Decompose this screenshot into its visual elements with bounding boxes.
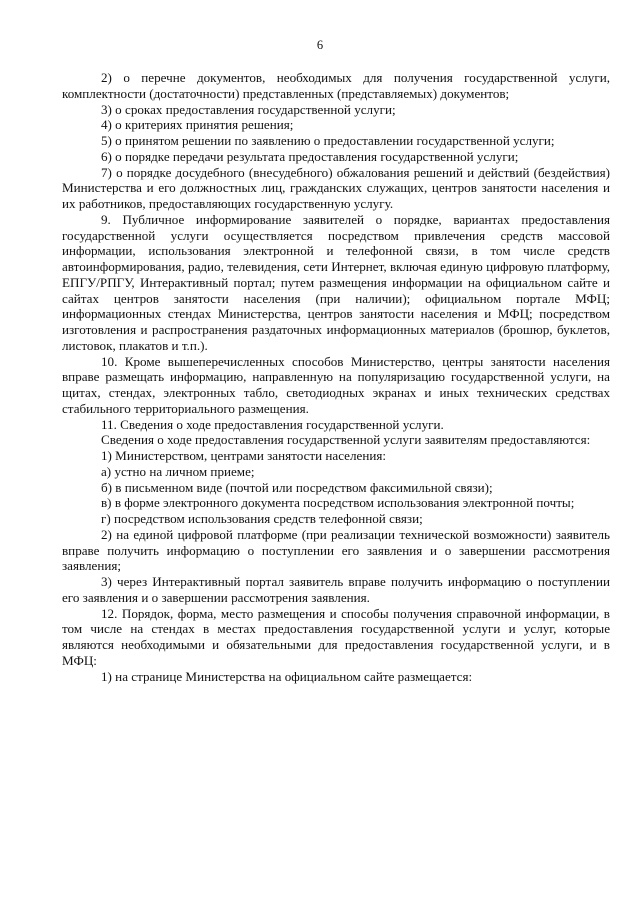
paragraph: б) в письменном виде (почтой или посредством факсимильной связи); xyxy=(101,479,493,495)
paragraph: 5) о принятом решении по заявлению о предоставлении государственной услуги; xyxy=(101,133,555,148)
document-body xyxy=(62,70,610,684)
paragraph: 7) о порядке досудебного (внесудебного) обжалования решений и действий (бездействия) Министерства и его должностных лиц, гражданских служащих, центров занятости населения и их работников, предоставляющих государственную услугу. xyxy=(62,164,610,211)
paragraph: 3) о сроках предоставления государственной услуги; xyxy=(101,101,396,117)
paragraph: 1) на странице Министерства на официальном сайте размещается: xyxy=(101,668,473,684)
paragraph: Сведения о ходе предоставления государственной услуги заявителям предоставляются: xyxy=(101,432,591,448)
paragraph: 11. Сведения о ходе предоставления государственной услуги. xyxy=(101,416,444,432)
paragraph: в) в форме электронного документа посредством использования электронной почты; xyxy=(101,495,575,511)
paragraph: 12. Порядок, форма, место размещения и способы получения справочной информации, в том числе на стендах в местах предоставления государственной услуги и услуг, которые являются необходимыми и обязательными для предоставления государственной услуги, и в МФЦ: xyxy=(62,605,610,668)
paragraph: 2) на единой цифровой платформе (при реализации технической возможности) заявитель вправе получить информацию о поступлении его заявления и о завершении рассмотрения заявления; xyxy=(62,526,610,574)
paragraph: 3) через Интерактивный портал заявитель вправе получить информацию о поступлении его заявления и о завершении рассмотрения заявления. xyxy=(62,574,610,605)
paragraph: 1) Министерством, центрами занятости населения: xyxy=(101,448,387,463)
paragraph: а) устно на личном приеме; xyxy=(101,463,255,479)
page-number: 6 xyxy=(316,38,324,52)
paragraph: 10. Кроме вышеперечисленных способов Министерство, центры занятости населения вправе размещать информацию, направленную на популяризацию государственной услуги, на щитах, стендах, электронных табло, светодиодных экранах и иных технических средствах стабильного территориального размещения. xyxy=(62,353,610,416)
paragraph: г) посредством использования средств телефонной связи; xyxy=(101,511,423,526)
paragraph: 2) о перечне документов, необходимых для получения государственной услуги, комплектности (достаточности) представленных (представляемых) документов; xyxy=(62,70,610,101)
paragraph: 9. Публичное информирование заявителей о порядке, вариантах предоставления государственной услуги осуществляется посредством привлечения средств массовой информации, использования электронной и телефонной связи, в том числе средств автоинформирования, радио, телевидения, сети Интернет, включая единую цифровую платформу, ЕПГУ/РПГУ, Интерактивный портал; путем размещения информации на официальном сайте и сайтах центров занятости населения (при наличии); официальном портале МФЦ; информационных стендах Министерства, центров занятости населения и МФЦ; посредством изготовления и распространения раздаточных информационных материалов (брошюр, буклетов, листовок, плакатов и т.п.). xyxy=(62,211,610,353)
paragraph: 4) о критериях принятия решения; xyxy=(101,117,294,133)
paragraph: 6) о порядке передачи результата предоставления государственной услуги; xyxy=(101,148,519,164)
